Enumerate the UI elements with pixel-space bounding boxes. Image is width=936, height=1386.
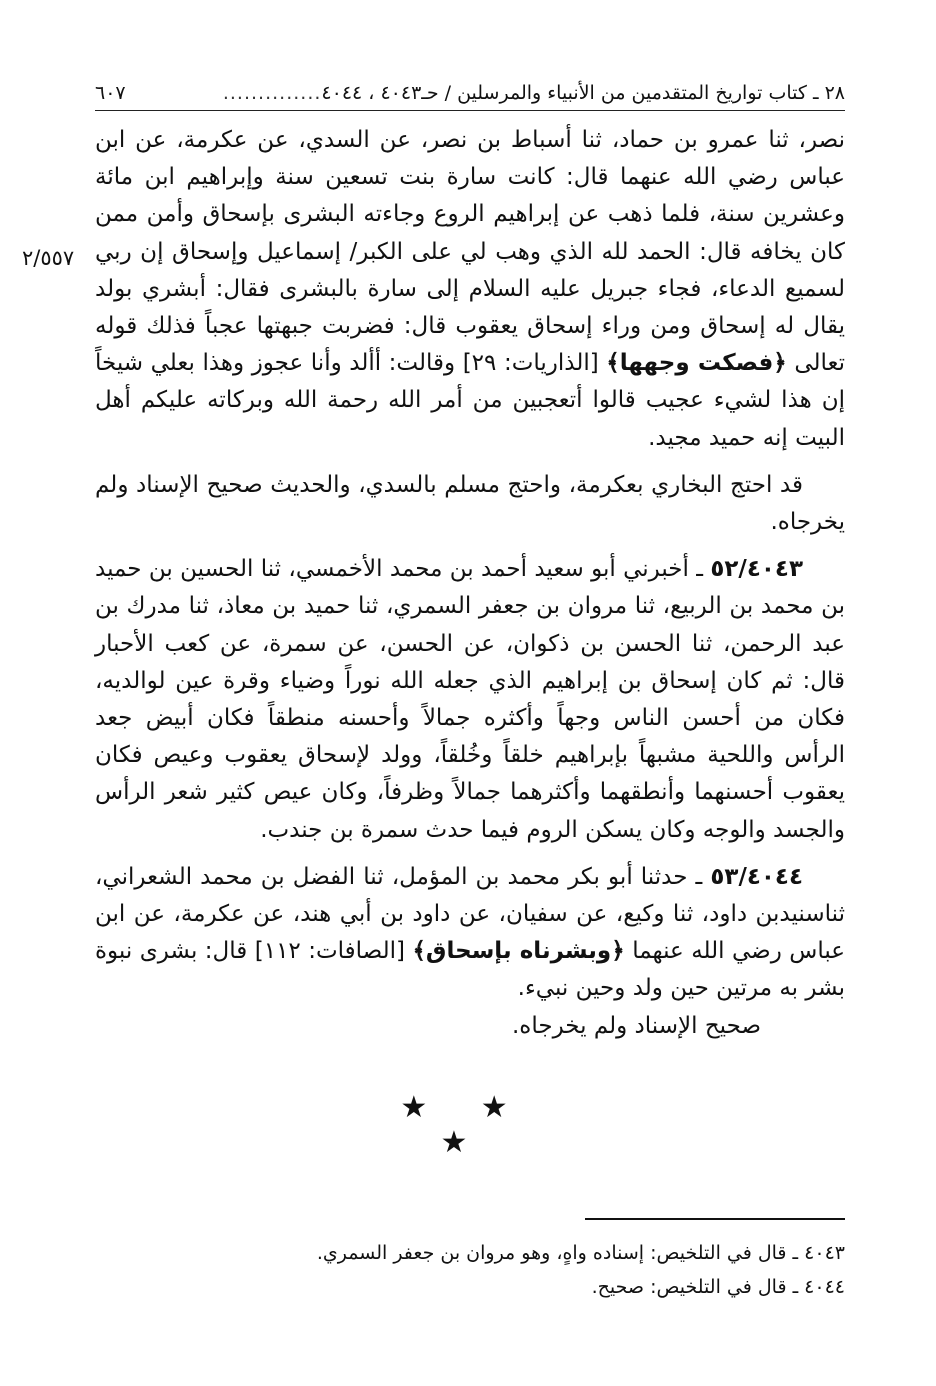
- paragraph-grading-1: قد احتج البخاري بعكرمة، واحتج مسلم بالسدي، والحديث صحيح الإسناد ولم يخرجاه.: [95, 471, 845, 536]
- hadith-number-4043: ٥٢/٤٠٤٣: [710, 556, 803, 583]
- footnotes: [95, 1236, 845, 1304]
- footnote-rule: [585, 1218, 845, 1220]
- header-dot-leader: ..............: [222, 82, 322, 104]
- footnote-4044: ٤٠٤٤ ـ قال في التلخيص: صحيح.: [591, 1276, 845, 1298]
- paragraph-hadith-4044: [95, 859, 845, 1008]
- paragraph-hadith-continuation: [95, 122, 845, 457]
- margin-volume-page-note: ٢/٥٥٧: [22, 246, 75, 270]
- main-text: [95, 122, 845, 1045]
- hadith-4044-text-b: قال: بشرى نبوة بشر به مرتين حين ولد وحين نبيء.: [95, 938, 845, 1002]
- header-title: ٢٨ ـ كتاب تواريخ المتقدمين من الأنبياء والمرسلين / حـ٤٠٤٣ ، ٤٠٤٤: [321, 82, 845, 104]
- quran-reference-2: [الصافات: ١١٢]: [254, 938, 405, 965]
- paragraph1-text-b: وقالت: أألد وأنا عجوز وهذا بعلي شيخاً إن هذا لشيء عجيب قالوا أتعجبين من أمر الله رحمة الله وبركاته عليكم أهل البيت إنه حميد مجيد.: [95, 350, 845, 451]
- section-separator-stars: ★ ★ ★: [400, 1090, 530, 1160]
- hadith-4044-text-a: ـ حدثنا أبو بكر محمد بن المؤمل، ثنا الفضل بن محمد الشعراني، ثناسنيدبن داود، ثنا وكيع، عن سفيان، عن داود بن أبي هند، عن عكرمة، عن ابن عباس رضي الله عنهما: [95, 863, 846, 965]
- quran-quote-2: ﴿وبشرناه بإسحاق﴾: [412, 938, 625, 965]
- paragraph-hadith-4043: [95, 551, 845, 849]
- quran-quote-1: ﴿فصكت وجهها﴾: [606, 350, 787, 377]
- quran-reference-1: [الذاريات: ٢٩]: [462, 350, 599, 377]
- running-header: [95, 76, 845, 111]
- hadith-4043-text: ـ أخبرني أبو سعيد أحمد بن محمد الأخمسي، ثنا الحسين بن حميد بن محمد بن الربيع، ثنا مروان بن جعفر السمري، ثنا حميد بن معاذ، ثنا مدرك بن عبد الرحمن، ثنا الحسن بن ذكوان، عن الحسن، عن سمرة، عن كعب الأحبار قال: ثم كان إسحاق بن إبراهيم الذي جعله الله نوراً وضياء وقرة عين لوالديه، فكان من أحسن الناس وجهاً وأكثره جمالاً وأحسنه منطقاً فكان أبيض جعد الرأس واللحية مشبهاً بإبراهيم خلقاً وخُلقاً، وولد لإسحاق يعقوب وعيص فكان يعقوب أحسنهما وأنطقهما وأكثرهما جمالاً وظرفاً، وكان عيص كثير شعر الرأس والجسد والوجه وكان يسكن الروم فيما حدث سمرة بن جندب.: [95, 556, 845, 843]
- paragraph-grading-2: صحيح الإسناد ولم يخرجاه.: [511, 1012, 761, 1039]
- hadith-number-4044: ٥٣/٤٠٤٤: [710, 863, 804, 890]
- page-number: ٦٠٧: [95, 82, 126, 104]
- footnote-4043: ٤٠٤٣ ـ قال في التلخيص: إسناده واهٍ، وهو مروان بن جعفر السمري.: [316, 1242, 845, 1264]
- paragraph1-text-a: نصر، ثنا عمرو بن حماد، ثنا أسباط بن نصر، عن السدي، عن عكرمة، عن ابن عباس رضي الله عنهما قال: كانت سارة بنت تسعين سنة وإبراهيم ابن مائة وعشرين سنة، فلما ذهب عن إبراهيم الروع وجاءته البشرى بإسحاق وأمن ممن كان يخافه قال: الحمد لله الذي وهب لي على الكبر/ إسماعيل وإسحاق إن ربي لسميع الدعاء، فجاء جبريل عليه السلام إلى سارة بالبشرى فقال: أبشري بولد يقال له إسحاق ومن وراء إسحاق يعقوب قال: فضربت جبهتها عجباً فذلك قوله تعالى: [95, 127, 846, 377]
